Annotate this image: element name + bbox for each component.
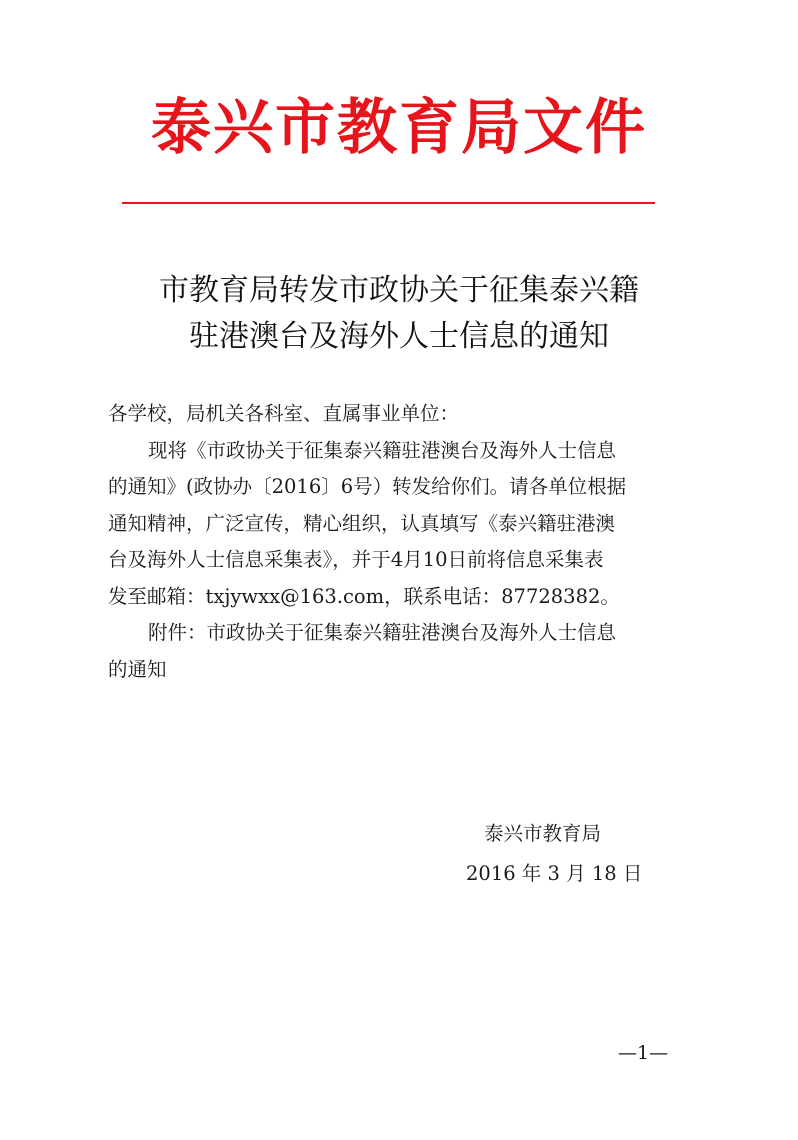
paragraph-main-line: 发至邮箱：txjywxx@163.com，联系电话：87728382。 [108, 584, 620, 608]
document-title-line-2: 驻港澳台及海外人士信息的通知 [189, 319, 609, 354]
attachment-line: 附件：市政协关于征集泰兴籍驻港澳台及海外人士信息 [148, 621, 617, 644]
document-title-line-1: 市教育局转发市政协关于征集泰兴籍 [159, 273, 639, 308]
paragraph-main-line: 现将《市政协关于征集泰兴籍驻港澳台及海外人士信息 [148, 438, 617, 462]
attachment-note [108, 615, 678, 688]
signature-organization: 泰兴市教育局 [484, 822, 602, 845]
paragraph-main [108, 433, 678, 616]
attachment-line: 的通知 [108, 657, 167, 681]
paragraph-main-line: 通知精神，广泛宣传，精心组织，认真填写《泰兴籍驻港澳 [108, 511, 616, 535]
header-red-rule [122, 202, 655, 204]
page-number: —1— [618, 1042, 669, 1064]
document-title [0, 268, 798, 360]
paragraph-main-line: 的通知》(政协办〔2016〕6号）转发给你们。请各单位根据 [108, 475, 627, 498]
document-body [108, 396, 678, 688]
paragraph-main-line: 台及海外人士信息采集表》，并于4月10日前将信息采集表 [108, 548, 604, 571]
document-header-title: 泰兴市教育局文件 [151, 93, 647, 163]
salutation: 各学校，局机关各科室、直属事业单位： [108, 402, 460, 425]
signature-date: 2016 年 3 月 18 日 [466, 862, 643, 885]
